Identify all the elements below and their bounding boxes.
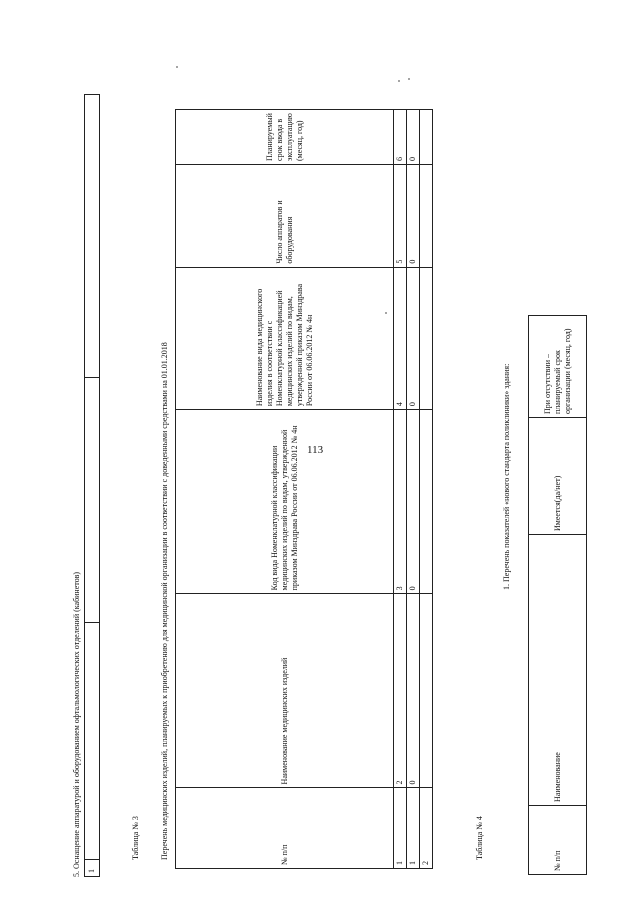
table-cell (420, 410, 433, 594)
table-cell: 0 (407, 410, 420, 594)
table-cell: 1 (394, 788, 407, 869)
table-3-header-cell: № п/п (176, 788, 394, 869)
table-cell (420, 110, 433, 165)
scan-speck (176, 66, 178, 68)
table-4 (528, 315, 587, 875)
table-cell: 5 (394, 164, 407, 267)
table-cell: 2 (420, 788, 433, 869)
page-number: 113 (307, 444, 324, 456)
table-3-header-cell: Число аппаратов и оборудования (176, 164, 394, 267)
table-4-label: Таблица № 4 (475, 816, 484, 860)
table-4-header-cell: Имеется(да/нет) (529, 418, 587, 535)
table-cell: 6 (394, 110, 407, 165)
table-cell (420, 267, 433, 409)
table-cell (420, 594, 433, 788)
table-4-header-cell: № п/п (529, 806, 587, 875)
table-cell: 3 (394, 410, 407, 594)
table-4-caption: 1. Перечень показателей «нового стандарта поликлиники» здания: (502, 363, 511, 590)
table-4-header-row (529, 316, 587, 875)
table-cell (420, 164, 433, 267)
section-5-cell (85, 95, 100, 378)
table-3-header-cell: Наименование медицинских изделий (176, 594, 394, 788)
scan-speck (408, 78, 410, 80)
table-3-header-cell: Планируемый срок ввода в эксплуатацию (месяц, год) (176, 110, 394, 165)
table-4-header-cell: Наименование (529, 535, 587, 806)
table-cell: 0 (407, 267, 420, 409)
table-cell: 0 (407, 594, 420, 788)
scan-speck (385, 312, 387, 314)
table-row (394, 110, 407, 869)
table-3-header-cell: Код вида Номенклатурной классификации медицинских изделий по видам, утвержденной приказом Минздрава России от 06.06.2012 № 4н (176, 410, 394, 594)
table-row (420, 110, 433, 869)
section-5-cell (85, 378, 100, 623)
table-3 (175, 109, 433, 869)
scan-speck (398, 80, 400, 82)
section-5-row-number: 1 (85, 860, 100, 877)
section-5-heading: 5. Оснащение аппаратурой и оборудованием офтальмологических отделений (кабинетов) (72, 571, 81, 877)
table-row (407, 110, 420, 869)
table-cell: 1 (407, 788, 420, 869)
table-cell: 2 (394, 594, 407, 788)
section-5-cell (85, 623, 100, 860)
table-3-label: Таблица № 3 (131, 816, 140, 860)
table-3-header-row (176, 110, 394, 869)
table-3-caption: Перечень медицинских изделий, планируемых к приобретению для медицинской организации в соответствии с доведенными средствами на 01.01.2018 (160, 342, 169, 860)
table-3-header-cell: Наименование вида медицинского изделия в соответствии с Номенклатурной классификацией медицинских изделий по видам, утвержденной приказом Минздрава России от 06.06.2012 № 4н (176, 267, 394, 409)
table-cell: 4 (394, 267, 407, 409)
section-5-table (84, 94, 100, 877)
table-cell: 0 (407, 110, 420, 165)
table-4-header-cell: При отсутствии – планируемый срок организации (месяц, год) (529, 316, 587, 418)
table-cell: 0 (407, 164, 420, 267)
